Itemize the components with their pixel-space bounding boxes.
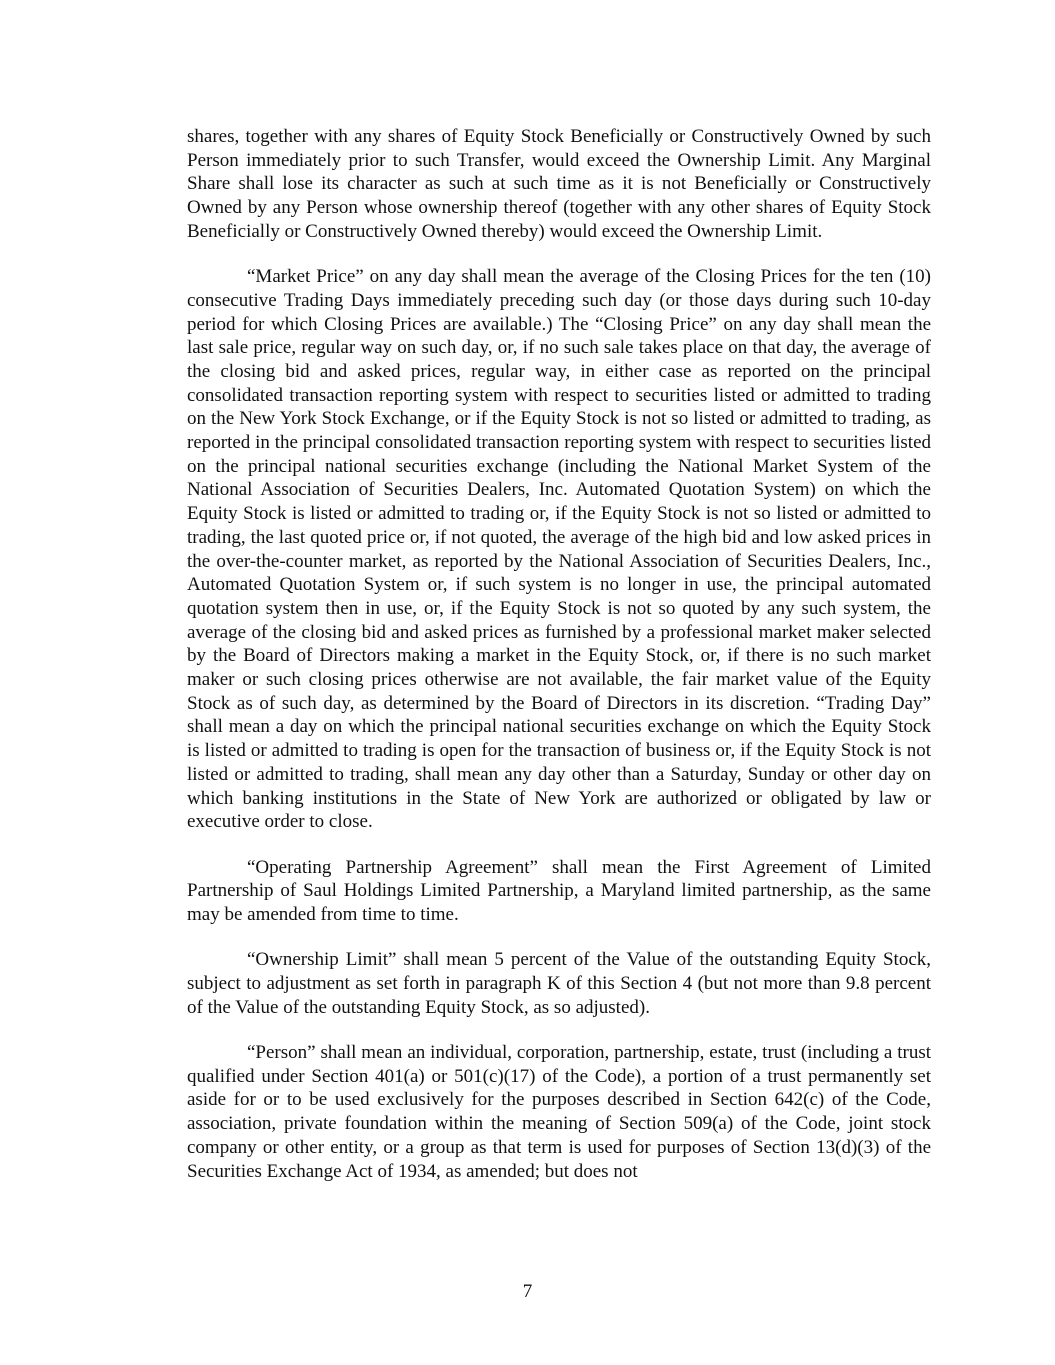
page-number: 7: [522, 1281, 533, 1302]
document-body: [187, 125, 931, 1205]
paragraph-marginal-share-continuation: shares, together with any shares of Equity Stock Beneficially or Constructively Owned by such Person immediately prior to such Transfer, would exceed the Ownership Limit. Any Marginal Share shall lose its character as such at such time as it is not Beneficially or Constructively Owned by any Person whose ownership thereof (together with any other shares of Equity Stock Beneficially or Constructively Owned thereby) would exceed the Ownership Limit.: [187, 126, 931, 242]
paragraph-person-definition: “Person” shall mean an individual, corporation, partnership, estate, trust (including a trust qualified under Section 401(a) or 501(c)(17) of the Code), a portion of a trust permanently set aside for or to be used exclusively for the purposes described in Section 642(c) of the Code, association, private foundation within the meaning of Section 509(a) of the Code, joint stock company or other entity, or a group as that term is used for purposes of Section 13(d)(3) of the Securities Exchange Act of 1934, as amended; but does not: [187, 1041, 931, 1182]
paragraph-ownership-limit-definition: “Ownership Limit” shall mean 5 percent of the Value of the outstanding Equity Stock, subject to adjustment as set forth in paragraph K of this Section 4 (but not more than 9.8 percent of the Value of the outstanding Equity Stock, as so adjusted).: [187, 949, 931, 1018]
paragraph-market-price-definition: “Market Price” on any day shall mean the average of the Closing Prices for the ten (10) consecutive Trading Days immediately preceding such day (or those days during such 10-day period for which Closing Prices are available.) The “Closing Price” on any day shall mean the last sale price, regular way on such day, or, if no such sale takes place on that day, the average of the closing bid and asked prices, regular way, in either case as reported on the principal consolidated transaction reporting system with respect to securities listed or admitted to trading on the New York Stock Exchange, or if the Equity Stock is not so listed or admitted to trading, as reported in the principal consolidated transaction reporting system with respect to securities listed on the principal national securities exchange (including the National Market System of the National Association of Securities Dealers, Inc. Automated Quotation System) on which the Equity Stock is listed or admitted to trading or, if the Equity Stock is not so listed or admitted to trading, the last quoted price or, if not quoted, the average of the high bid and low asked prices in the over-the-counter market, as reported by the National Association of Securities Dealers, Inc., Automated Quotation System or, if such system is no longer in use, the principal automated quotation system then in use, or, if the Equity Stock is not so quoted by any such system, the average of the closing bid and asked prices as furnished by a professional market maker selected by the Board of Directors making a market in the Equity Stock, or, if there is no such market maker or such closing prices otherwise are not available, the fair market value of the Equity Stock as of such day, as determined by the Board of Directors in its discretion. “Trading Day” shall mean a day on which the principal national securities exchange on which the Equity Stock is listed or admitted to trading is open for the transaction of business or, if the Equity Stock is not listed or admitted to trading, shall mean any day other than a Saturday, Sunday or other day on which banking institutions in the State of New York are authorized or obligated by law or executive order to close.: [187, 266, 931, 833]
paragraph-operating-partnership-agreement-definition: “Operating Partnership Agreement” shall mean the First Agreement of Limited Partnership of Saul Holdings Limited Partnership, a Maryland limited partnership, as the same may be amended from time to time.: [187, 856, 931, 925]
